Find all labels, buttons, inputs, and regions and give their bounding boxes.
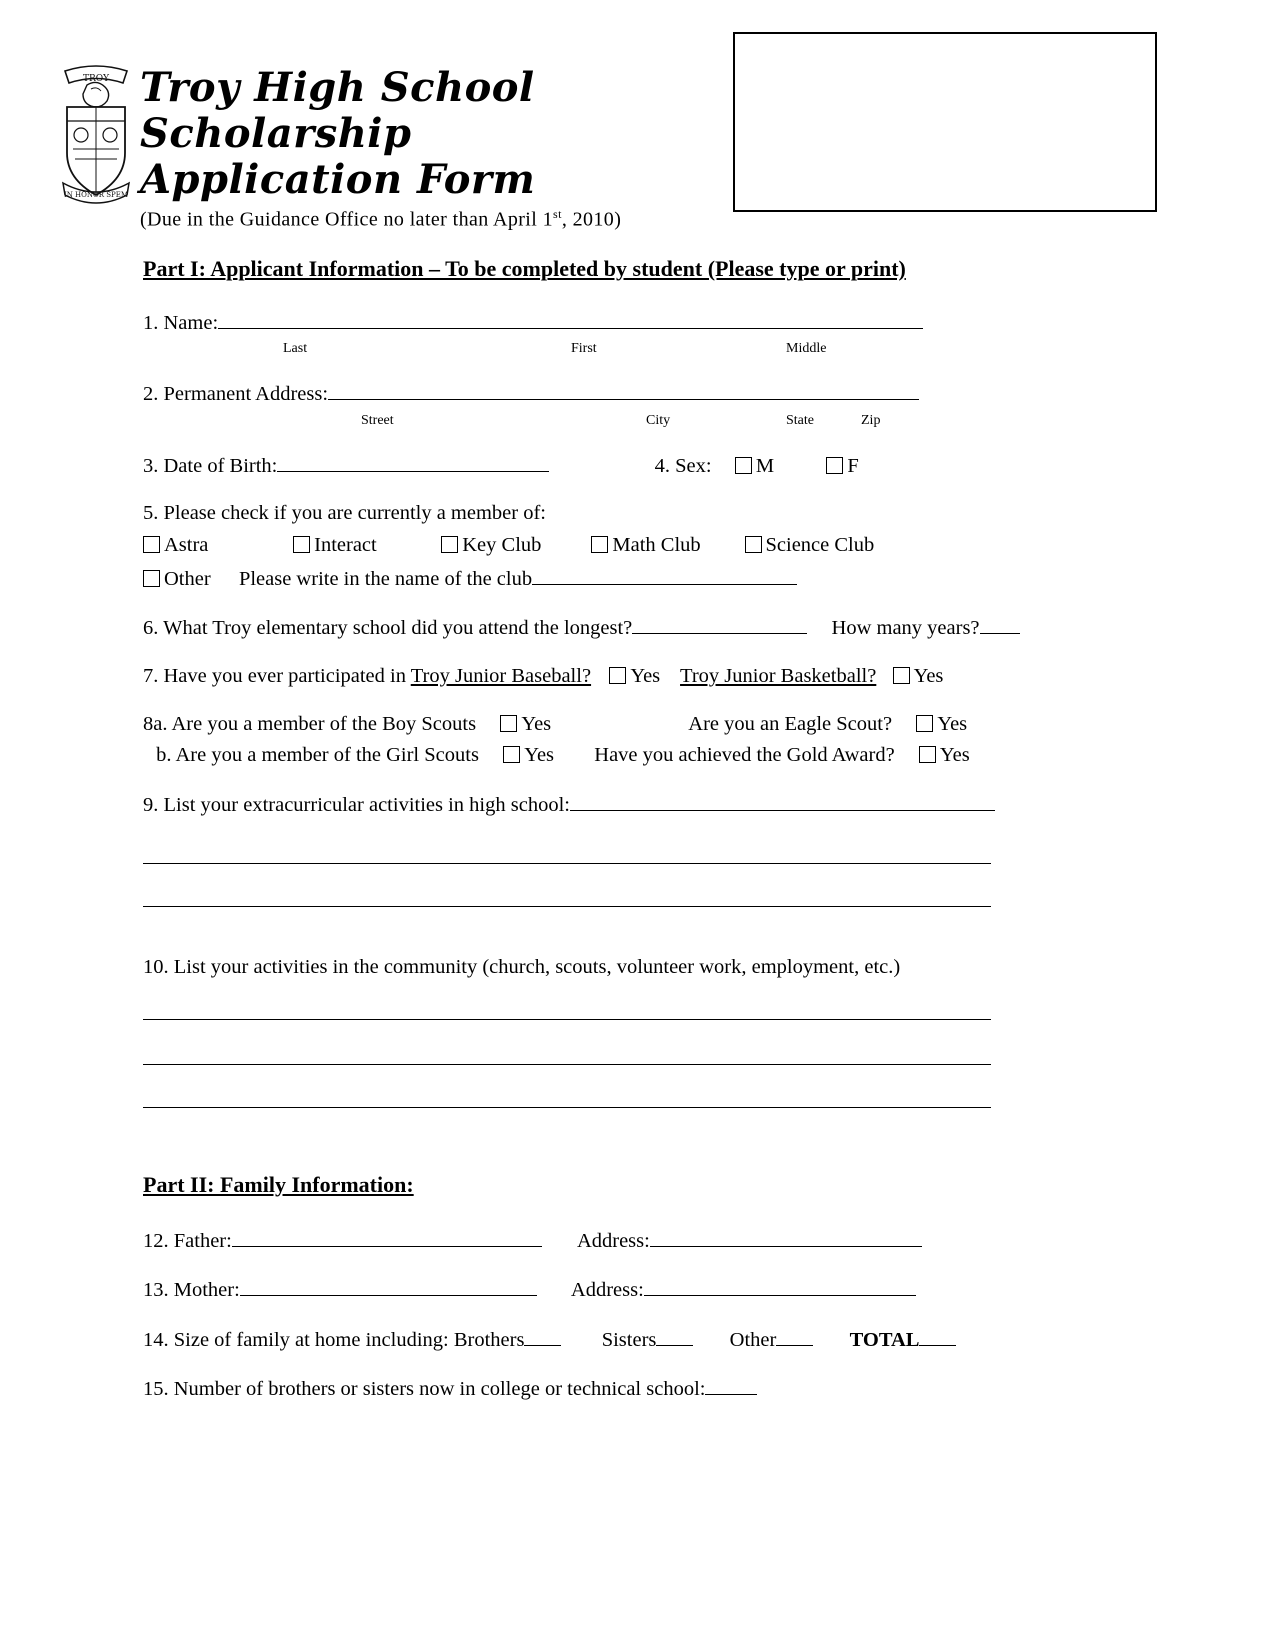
sublabel-middle: Middle: [786, 341, 827, 357]
question-3-label: 3. Date of Birth:: [143, 454, 278, 477]
checkbox-basketball-yes-icon[interactable]: [893, 667, 910, 684]
community-input-2[interactable]: [143, 1064, 991, 1065]
due-date-note: [140, 207, 740, 232]
other-club-input[interactable]: [532, 565, 797, 585]
question-2-sublabels: [143, 412, 1003, 430]
sisters-label: Sisters: [601, 1328, 657, 1351]
eagle-scout-yes-option[interactable]: [916, 712, 967, 738]
boy-scouts-yes-option[interactable]: [500, 712, 551, 738]
question-7-basketball-label: Troy Junior Basketball?: [680, 664, 877, 687]
extracurricular-input-3[interactable]: [143, 906, 991, 907]
date-of-birth-input[interactable]: [277, 452, 549, 472]
sex-male-option[interactable]: [735, 454, 774, 480]
basketball-yes-label: Yes: [913, 664, 944, 687]
community-input-1[interactable]: [143, 1019, 991, 1020]
checkbox-female-icon[interactable]: [826, 457, 843, 474]
eagle-scout-label: Are you an Eagle Scout?: [688, 712, 893, 735]
question-13-row: [143, 1276, 1003, 1304]
question-5-label: 5. Please check if you are currently a member of:: [143, 502, 546, 525]
part2-heading: Part II: Family Information:: [143, 1172, 414, 1197]
club-label-math-club: Math Club: [612, 534, 701, 556]
checkbox-baseball-yes-icon[interactable]: [609, 667, 626, 684]
club-option-science-club[interactable]: [745, 533, 875, 559]
question-8b-label: b. Are you a member of the Girl Scouts: [156, 744, 479, 767]
name-input[interactable]: [218, 309, 923, 329]
page-title-line1: Troy High School Scholarship: [140, 64, 535, 157]
sex-female-option[interactable]: [826, 454, 858, 480]
gold-award-label: Have you achieved the Gold Award?: [594, 744, 895, 767]
question-14-row: [143, 1326, 1003, 1354]
father-address-label: Address:: [576, 1229, 650, 1252]
svg-text:TROY: TROY: [82, 74, 110, 84]
question-9-label: 9. List your extracurricular activities in high school:: [143, 793, 570, 816]
father-address-input[interactable]: [650, 1227, 922, 1247]
eagle-scout-yes-label: Yes: [937, 712, 968, 735]
title-block: [140, 65, 740, 232]
question-6-row: [143, 614, 1003, 642]
basketball-yes-option[interactable]: [893, 664, 944, 690]
checkbox-eagle-scout-yes-icon[interactable]: [916, 715, 933, 732]
brothers-count-input[interactable]: [524, 1326, 561, 1346]
other-label: Other: [729, 1328, 777, 1351]
question-7-label: 7. Have you ever participated in: [143, 664, 411, 687]
total-count-input[interactable]: [919, 1326, 956, 1346]
question-15-label: 15. Number of brothers or sisters now in college or technical school:: [143, 1378, 706, 1401]
question-5-label-row: [143, 501, 1003, 527]
due-note-sup: st: [553, 207, 562, 221]
question-14-label: 14. Size of family at home including: Brothers: [143, 1328, 525, 1351]
club-label-science-club: Science Club: [765, 534, 875, 556]
other-club-instruction: Please write in the name of the club: [238, 567, 533, 590]
community-input-3[interactable]: [143, 1107, 991, 1108]
checkbox-math-club-icon[interactable]: [591, 536, 608, 553]
girl-scouts-yes-label: Yes: [524, 744, 555, 767]
permanent-address-input[interactable]: [328, 380, 919, 400]
club-option-interact[interactable]: [293, 533, 436, 559]
office-use-box[interactable]: [733, 32, 1157, 212]
due-note-pre: (Due in the Guidance Office no later than April 1: [140, 208, 553, 231]
club-label-other: Other: [164, 567, 211, 590]
extracurricular-input-1[interactable]: [570, 791, 995, 811]
form-body: [143, 255, 1003, 1409]
question-1-label: 1. Name:: [143, 311, 219, 334]
baseball-yes-option[interactable]: [609, 664, 660, 690]
question-10-label: 10. List your activities in the community (church, scouts, volunteer work, employment, etc.): [143, 956, 901, 979]
question-1-name: [143, 309, 1003, 337]
baseball-yes-label: Yes: [630, 664, 661, 687]
sublabel-zip: Zip: [861, 412, 881, 428]
question-6-label: 6. What Troy elementary school did you attend the longest?: [143, 617, 633, 640]
question-10-row: [143, 955, 1003, 981]
question-12-row: [143, 1227, 1003, 1255]
part1-heading: Part I: Applicant Information – To be completed by student (Please type or print): [143, 256, 906, 281]
checkbox-boy-scouts-yes-icon[interactable]: [500, 715, 517, 732]
question-1-sublabels: [143, 340, 1003, 358]
question-7-baseball-label: Troy Junior Baseball?: [410, 664, 592, 687]
gold-award-yes-option[interactable]: [919, 743, 970, 769]
elementary-years-input[interactable]: [980, 614, 1020, 634]
checkbox-interact-icon[interactable]: [293, 536, 310, 553]
checkbox-other-club-icon[interactable]: [143, 570, 160, 587]
other-count-input[interactable]: [776, 1326, 813, 1346]
sex-female-label: F: [847, 454, 859, 477]
checkbox-gold-award-yes-icon[interactable]: [919, 746, 936, 763]
question-15-row: [143, 1375, 1003, 1403]
question-2-label: 2. Permanent Address:: [143, 383, 329, 406]
checkbox-science-club-icon[interactable]: [745, 536, 762, 553]
checkbox-male-icon[interactable]: [735, 457, 752, 474]
boy-scouts-yes-label: Yes: [521, 712, 552, 735]
siblings-in-college-input[interactable]: [705, 1375, 757, 1395]
club-label-key-club: Key Club: [462, 534, 542, 556]
question-8a-row: [143, 712, 1003, 738]
question-13-label: 13. Mother:: [143, 1279, 240, 1302]
question-6-years-label: How many years?: [831, 617, 980, 640]
mother-address-input[interactable]: [644, 1276, 916, 1296]
checkbox-key-club-icon[interactable]: [441, 536, 458, 553]
father-name-input[interactable]: [232, 1227, 542, 1247]
sublabel-street: Street: [361, 412, 394, 428]
girl-scouts-yes-option[interactable]: [503, 743, 554, 769]
elementary-school-input[interactable]: [632, 614, 807, 634]
sisters-count-input[interactable]: [656, 1326, 693, 1346]
gold-award-yes-label: Yes: [939, 744, 970, 767]
question-5-clubs-row: [143, 533, 1003, 559]
sublabel-state: State: [786, 412, 814, 428]
due-note-post: , 2010): [561, 208, 622, 231]
total-label: TOTAL: [849, 1328, 920, 1351]
sex-male-label: M: [755, 454, 775, 477]
question-8b-row: [143, 743, 1003, 769]
club-option-astra[interactable]: [143, 533, 288, 559]
club-label-astra: Astra: [164, 534, 209, 556]
checkbox-girl-scouts-yes-icon[interactable]: [503, 746, 520, 763]
sublabel-last: Last: [283, 341, 308, 357]
extracurricular-input-2[interactable]: [143, 863, 991, 864]
question-8a-label: 8a. Are you a member of the Boy Scouts: [143, 712, 477, 735]
school-crest-icon: [57, 55, 135, 205]
question-5-other-row: [143, 565, 1003, 593]
form-header: [0, 40, 1275, 230]
club-label-interact: Interact: [314, 534, 377, 556]
mother-name-input[interactable]: [240, 1276, 537, 1296]
question-2-address: [143, 380, 1003, 408]
question-7-row: [143, 664, 1003, 690]
question-4-label: 4. Sex:: [654, 454, 712, 477]
svg-text:IN HONOR SPEM: IN HONOR SPEM: [63, 191, 129, 199]
sublabel-city: City: [646, 412, 671, 428]
club-option-key-club[interactable]: [441, 533, 586, 559]
club-option-math-club[interactable]: [591, 533, 739, 559]
checkbox-astra-icon[interactable]: [143, 536, 160, 553]
sublabel-first: First: [571, 341, 597, 357]
question-9-row: [143, 791, 1003, 819]
mother-address-label: Address:: [570, 1279, 644, 1302]
question-12-label: 12. Father:: [143, 1229, 232, 1252]
page-title-line2: Application Form: [140, 156, 536, 203]
question-3-4-row: [143, 452, 1003, 480]
